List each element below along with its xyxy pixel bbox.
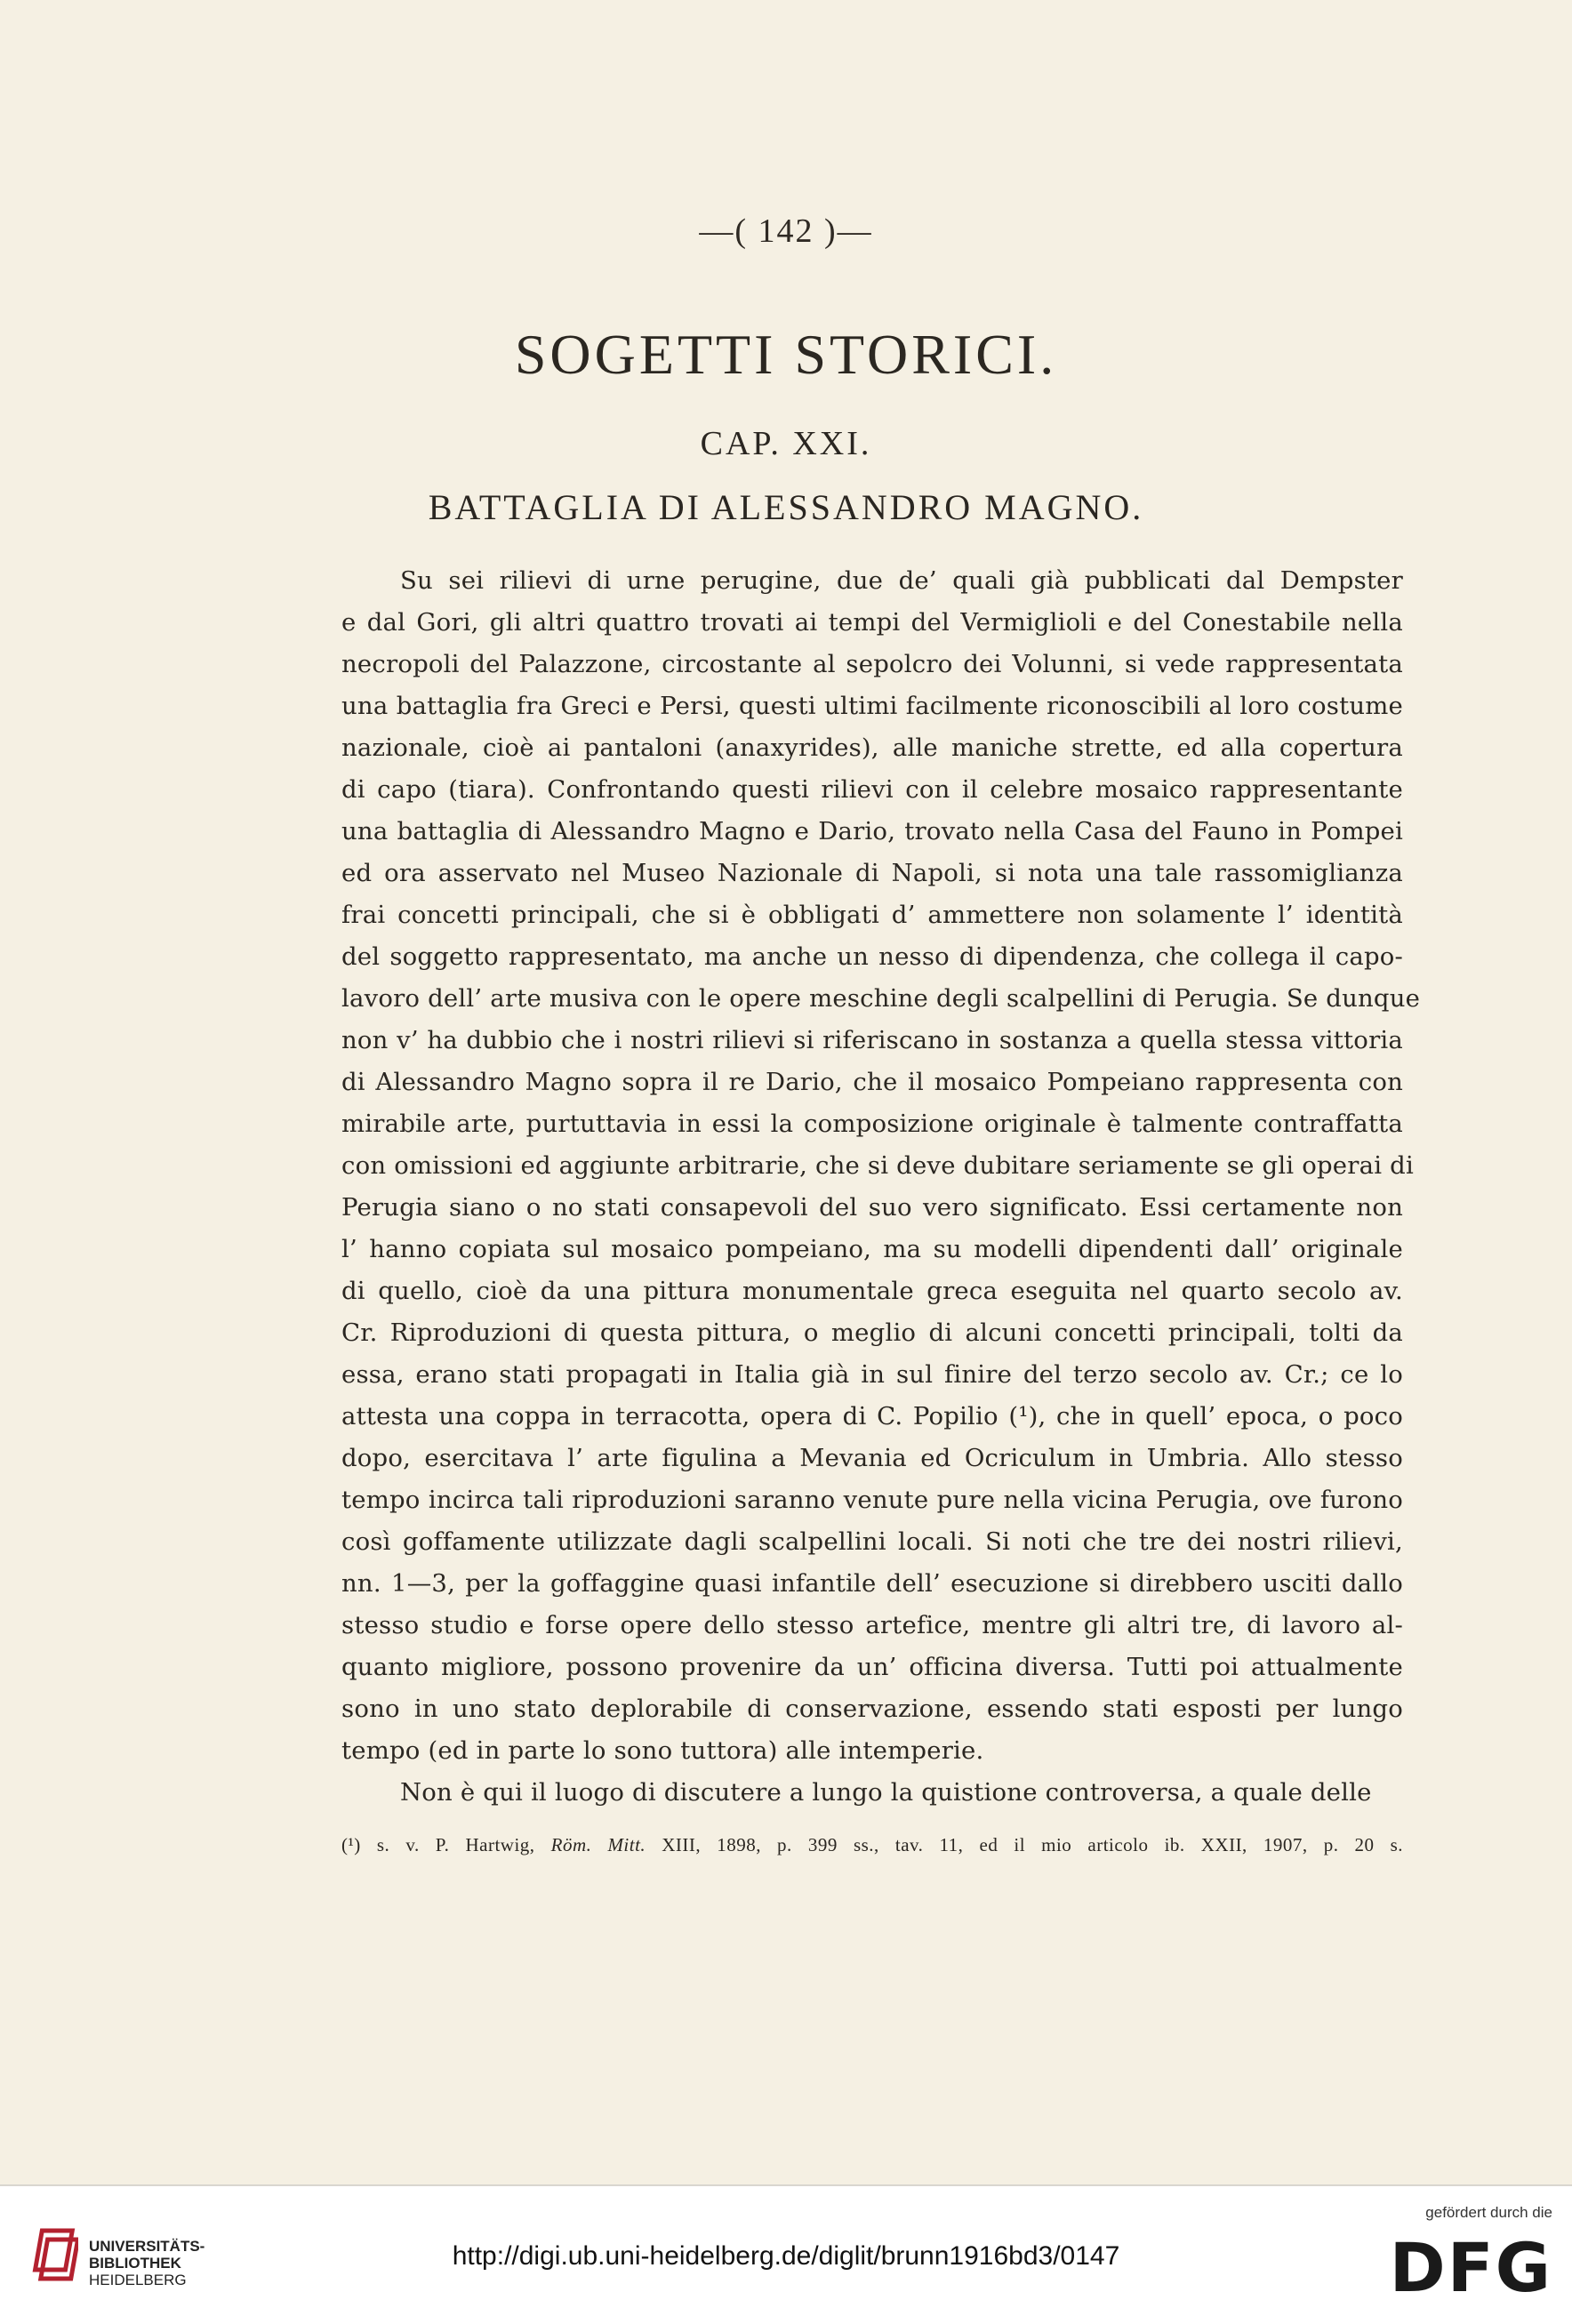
body-line: una battaglia di Alessandro Magno e Dario, trovato nella Casa del Fauno in Pompei xyxy=(341,817,1403,845)
viewer-footer xyxy=(0,2184,1572,2324)
library-name-line1: UNIVERSITÄTS- xyxy=(89,2238,205,2255)
body-line: tempo (ed in parte lo sono tuttora) alle intemperie. xyxy=(341,1736,984,1765)
page-title: SOGETTI STORICI. xyxy=(514,323,1058,386)
body-line: nn. 1—3, per la goffaggine quasi infantile dell’ esecuzione si direbbero usciti dallo xyxy=(341,1569,1403,1598)
body-line: ed ora asservato nel Museo Nazionale di Napoli, si nota una tale rassomiglianza xyxy=(341,859,1403,887)
library-name-line2: BIBLIOTHEK xyxy=(89,2255,181,2272)
body-line: Su sei rilievi di urne perugine, due de’ quali già pubblicati dal Dempster xyxy=(400,566,1403,595)
chapter-heading: CAP. XXI. xyxy=(700,425,872,462)
body-line: dopo, esercitava l’ arte figulina a Mevania ed Ocriculum in Umbria. Allo stesso xyxy=(341,1444,1403,1472)
body-line: così goffamente utilizzate dagli scalpellini locali. Si noti che tre dei nostri rilievi, xyxy=(341,1527,1403,1556)
chapter-subtitle: BATTAGLIA DI ALESSANDRO MAGNO. xyxy=(428,487,1144,527)
dfg-logo[interactable]: DFG xyxy=(1389,2228,1552,2307)
body-line: essa, erano stati propagati in Italia già in sul finire del terzo secolo av. Cr.; ce lo xyxy=(341,1360,1403,1389)
funding-label: gefördert durch die xyxy=(1425,2204,1552,2221)
body-text xyxy=(341,560,1421,1814)
body-line: necropoli del Palazzone, circostante al sepolcro dei Volunni, si vede rappresentata xyxy=(341,650,1403,678)
body-line: di Alessandro Magno sopra il re Dario, che il mosaico Pompeiano rappresenta con xyxy=(341,1068,1403,1096)
body-line: stesso studio e forse opere dello stesso artefice, mentre gli altri tre, di lavoro al- xyxy=(341,1611,1403,1639)
page-number: —( 142 )— xyxy=(699,212,873,250)
body-line: frai concetti principali, che si è obbligati d’ ammettere non solamente l’ identità xyxy=(341,901,1403,929)
body-line: mirabile arte, purtuttavia in essi la composizione originale è talmente contraffatta xyxy=(341,1110,1403,1138)
body-line: sono in uno stato deplorabile di conservazione, essendo stati esposti per lungo xyxy=(341,1695,1403,1723)
body-line: quanto migliore, possono provenire da un’ officina diversa. Tutti poi attualmente xyxy=(341,1653,1403,1681)
body-line: attesta una coppa in terracotta, opera di C. Popilio (¹), che in quell’ epoca, o poco xyxy=(341,1402,1403,1430)
body-line: Cr. Riproduzioni di questa pittura, o meglio di alcuni concetti principali, tolti da xyxy=(341,1318,1403,1347)
footnote-prefix: (¹) s. v. P. Hartwig, xyxy=(341,1834,535,1855)
footnote-journal: Röm. Mitt. xyxy=(550,1834,646,1855)
body-line: del soggetto rappresentato, ma anche un nesso di dipendenza, che collega il capo- xyxy=(341,942,1403,971)
body-line: e dal Gori, gli altri quattro trovati ai tempi del Vermiglioli e del Conestabile nella xyxy=(341,608,1403,637)
library-name-line3: HEIDELBERG xyxy=(89,2272,187,2288)
footnote-rest: XIII, 1898, p. 399 ss., tav. 11, ed il mio articolo ib. XXII, 1907, p. 20 s. xyxy=(662,1834,1404,1855)
body-line: Perugia siano o no stati consapevoli del suo vero significato. Essi certamente non xyxy=(341,1193,1403,1222)
body-line: di quello, cioè da una pittura monumentale greca eseguita nel quarto secolo av. xyxy=(341,1277,1403,1305)
body-line: con omissioni ed aggiunte arbitrarie, che si deve dubitare seriamente se gli operai di xyxy=(341,1151,1414,1180)
permalink-url[interactable]: http://digi.ub.uni-heidelberg.de/diglit/brunn1916bd3/0147 xyxy=(452,2241,1120,2271)
body-line: tempo incirca tali riproduzioni saranno venute pure nella vicina Perugia, ove furono xyxy=(341,1486,1403,1514)
body-line: nazionale, cioè ai pantaloni (anaxyrides), alle maniche strette, ed alla copertura xyxy=(341,733,1403,762)
body-line: lavoro dell’ arte musiva con le opere meschine degli scalpellini di Perugia. Se dunque xyxy=(341,984,1421,1013)
body-line: non v’ ha dubbio che i nostri rilievi si riferiscano in sostanza a quella stessa vittoria xyxy=(341,1026,1403,1054)
body-line: una battaglia fra Greci e Persi, questi ultimi facilmente riconoscibili al loro costume xyxy=(341,692,1403,720)
body-line: l’ hanno copiata sul mosaico pompeiano, ma su modelli dipendenti dall’ originale xyxy=(341,1235,1403,1263)
body-line: di capo (tiara). Confrontando questi rilievi con il celebre mosaico rappresentante xyxy=(341,775,1403,804)
footnote xyxy=(341,1834,1403,1856)
body-line: Non è qui il luogo di discutere a lungo la quistione controversa, a quale delle xyxy=(400,1778,1372,1807)
